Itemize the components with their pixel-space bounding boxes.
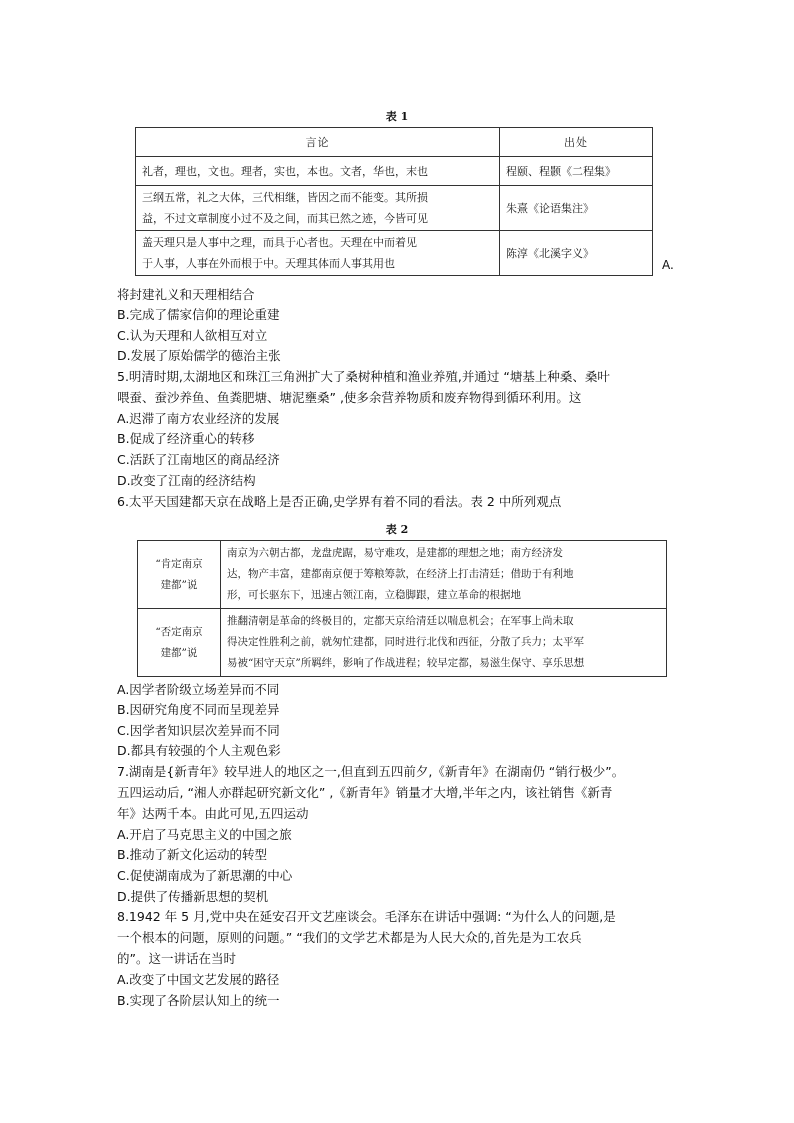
text-line: 喂蚕、蚕沙养鱼、鱼粪肥塘、塘泥壅桑” ,使多余营养物质和废弃物得到循环利用。这 — [117, 390, 582, 405]
text-line: B.因研究角度不同而呈现差异 — [117, 702, 280, 717]
cell-line: “肯定南京 — [155, 557, 203, 570]
text-line: C.活跃了江南地区的商品经济 — [117, 452, 280, 467]
option-label: A. — [662, 258, 674, 272]
table-cell — [221, 609, 667, 677]
table-row — [138, 609, 667, 677]
table1 — [135, 127, 653, 276]
cell-line: 达，物产丰富，建都南京便于筹粮筹款，在经济上打击清廷；借助于有利地 — [227, 568, 574, 580]
text-line: 5.明清时期,太湖地区和珠江三角洲扩大了桑树种植和渔业养殖,并通过 “塘基上种桑、桑叶 — [117, 369, 610, 384]
table-cell: 朱熹《论语集注》 — [500, 186, 653, 231]
text-line: 年》达两千本。由此可见,五四运动 — [117, 806, 309, 821]
table2 — [137, 540, 667, 677]
cell-line: 建都”说 — [160, 578, 198, 591]
text-line: B.推动了新文化运动的转型 — [117, 847, 268, 862]
text-line: C.促使湖南成为了新思潮的中心 — [117, 868, 293, 883]
text-line: D.提供了传播新思想的契机 — [117, 889, 269, 904]
text-line: 五四运动后, “湘人亦群起研究新文化” ,《新青年》销量才大增,半年之内，该社销售《新青 — [117, 785, 613, 800]
table-row — [136, 157, 653, 186]
table-cell — [221, 541, 667, 609]
table-cell — [136, 186, 500, 231]
cell-line: 三纲五常，礼之大体，三代相继，皆因之而不能变。其所损 — [142, 191, 428, 204]
cell-line: 易被“困守天京”所羁绊，影响了作战进程；较早定都，易滋生保守、享乐思想 — [227, 657, 585, 669]
table-header-row — [136, 128, 653, 157]
cell-line: 形，可长驱东下，迅速占领江南，立稳脚跟，建立革命的根据地 — [227, 589, 521, 601]
text-line: B.完成了儒家信仰的理论重建 — [117, 307, 280, 322]
cell-line: 于人事，人事在外而根于中。天理其体而人事其用也 — [142, 257, 395, 270]
table-header-cell: 出处 — [500, 128, 653, 157]
table-cell: 程颐、程颢《二程集》 — [500, 157, 653, 186]
table2-caption: 表 2 — [385, 523, 409, 536]
text-line: 将封建礼义和天理相结合 — [117, 287, 255, 302]
text-line: 7.湖南是{新青年》较早进人的地区之一,但直到五四前夕,《新青年》在湖南仍 “销行极少”。 — [117, 764, 625, 779]
table-header-cell: 言论 — [136, 128, 500, 157]
text-line: 8.1942 年 5 月,党中央在延安召开文艺座谈会。毛泽东在讲话中强调: “为什么人的问题,是 — [117, 909, 616, 924]
text-line: B.实现了各阶层认知上的统一 — [117, 993, 280, 1008]
cell-line: “否定南京 — [155, 625, 203, 638]
table-row — [136, 231, 653, 276]
table-cell: 陈淳《北溪字义》 — [500, 231, 653, 276]
text-line: D.都具有较强的个人主观色彩 — [117, 743, 281, 758]
text-line: 6.太平天国建都天京在战略上是否正确,史学界有着不同的看法。表 2 中所列观点 — [117, 494, 562, 509]
table-row — [136, 186, 653, 231]
text-line: D.发展了原始儒学的德治主张 — [117, 348, 281, 363]
text-line: C.因学者知识层次差异而不同 — [117, 723, 280, 738]
text-line: A.开启了马克思主义的中国之旅 — [117, 827, 292, 842]
cell-line: 盖天理只是人事中之理，而具于心者也。天理在中而着见 — [142, 236, 417, 249]
text-line: A.因学者阶级立场差异而不同 — [117, 682, 280, 697]
cell-line: 建都”说 — [160, 646, 198, 659]
cell-line: 得决定性胜利之前，就匆忙建都，同时进行北伐和西征，分散了兵力；太平军 — [227, 636, 584, 648]
table1-caption: 表 1 — [385, 110, 409, 123]
text-line: 的”。这一讲话在当时 — [117, 951, 236, 966]
cell-line: 推翻清朝是革命的终极目的，定都天京给清廷以喘息机会；在军事上尚未取 — [227, 615, 574, 627]
text-line: A.改变了中国文艺发展的路径 — [117, 972, 280, 987]
text-line: D.改变了江南的经济结构 — [117, 473, 256, 488]
cell-line: 南京为六朝古都，龙盘虎踞，易守难攻，是建都的理想之地；南方经济发 — [227, 547, 563, 559]
table-cell — [136, 157, 500, 186]
table-cell — [138, 609, 221, 677]
text-line: C.认为天理和人欲相互对立 — [117, 328, 268, 343]
table-cell — [136, 231, 500, 276]
text-line: 一个根本的问题，原则的问题。” “我们的文学艺术都是为人民大众的,首先是为工农兵 — [117, 930, 582, 945]
text-line: A.迟滞了南方农业经济的发展 — [117, 411, 280, 426]
table-cell — [138, 541, 221, 609]
cell-line: 益，不过文章制度小过不及之间，而其已然之迹，今皆可见 — [142, 212, 428, 225]
text-line: B.促成了经济重心的转移 — [117, 431, 255, 446]
cell-line: 礼者，理也，文也。理者，实也，本也。文者，华也，末也 — [142, 164, 428, 178]
table-row — [138, 541, 667, 609]
